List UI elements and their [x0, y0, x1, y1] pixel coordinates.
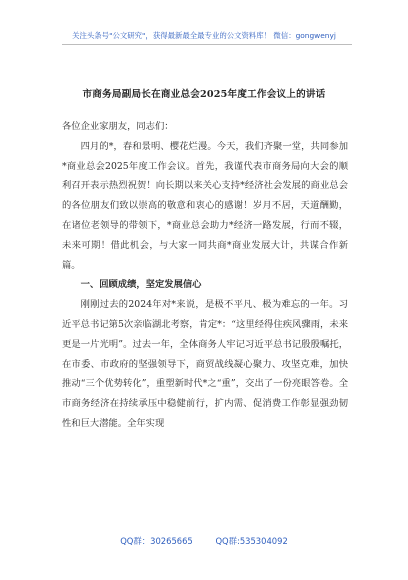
document-title: 市商务局副局长在商业总会2025年度工作会议上的讲话	[82, 89, 326, 100]
header-divider	[62, 44, 352, 45]
footer-qq-group-2: QQ群:535304092	[215, 536, 288, 546]
footer-contacts	[0, 535, 408, 547]
document-body	[62, 117, 348, 434]
section-heading: 一、回顾成绩，坚定发展信心	[80, 279, 202, 291]
salutation: 各位企业家朋友，同志们：	[62, 121, 174, 132]
paragraph-2: 刚刚过去的2024年对*来说，是极不平凡、极为难忘的一年。习近平总书记第5次亲临湖北考察，肯定*：“这里经得住疾风骤雨，未来更是一片光明”。过去一年，全体商务人牢记习近平总书记殷殷嘱托，在市委、市政府的坚强领导下，商贸战线凝心聚力、攻坚克难，加快推动“三个优势转化”，重塑新时代*之“重”，交出了一份亮眼答卷。全市商务经济在持续承压中稳健前行，扩内需、促消费工作彰显强劲韧性和巨大潜能。全年实现	[62, 299, 348, 429]
header-note: 关注头条号"公文研究"，获得最新最全最专业的公文资料库！ 微信：gongwenyj	[72, 31, 336, 40]
paragraph-1: 四月的*，春和景明、樱花烂漫。今天，我们齐聚一堂，共同参加*商业总会2025年度工作会议。首先，我谨代表市商务局向大会的顺利召开表示热烈祝贺！向长期以来关心支持*经济社会发展的商业总会的各位朋友们致以崇高的敬意和衷心的感谢！岁月不居，天道酬勤，在诸位老领导的带领下，*商业总会助力*经济一路发展，行而不辍，未来可期！借此机会，与大家一同共商*商业发展大计，共谋合作新篇。	[62, 140, 348, 271]
footer-qq-group-1: QQ群：30265665	[120, 536, 193, 546]
